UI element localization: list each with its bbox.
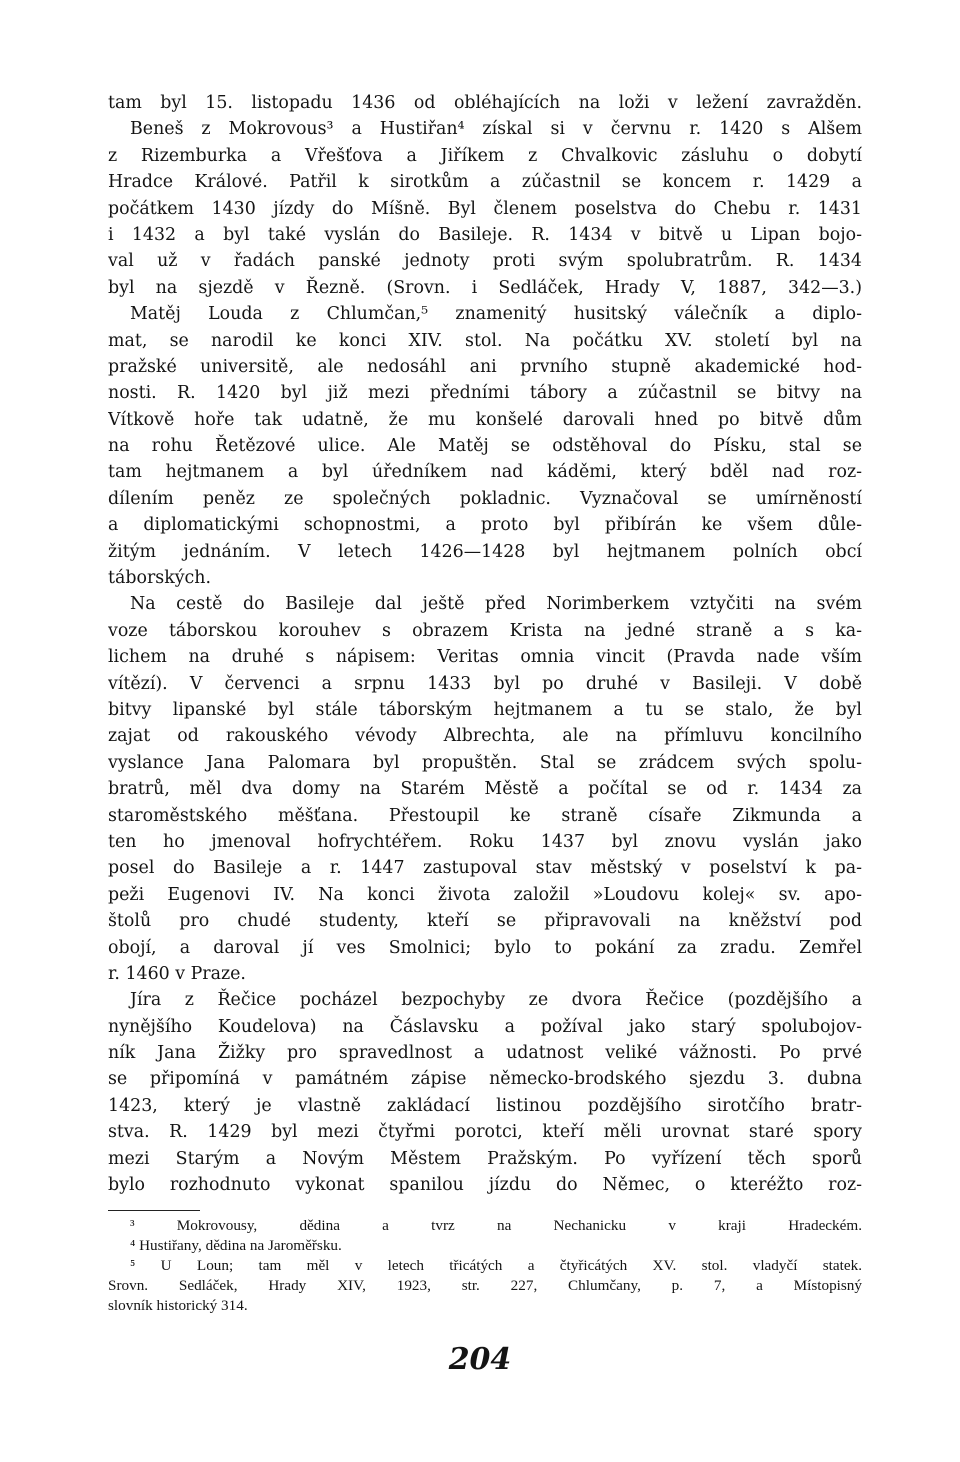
text-line: peži Eugenovi IV. Na konci života založil »Loudovu kolej« sv. apo-: [108, 884, 862, 905]
text-line: i 1432 a byl také vyslán do Basileje. R. 1434 v bitvě u Lipan bojo-: [108, 224, 862, 245]
text-line: bylo rozhodnuto vykonat spanilou jízdu do Němec, o kteréžto roz-: [108, 1175, 862, 1196]
text-line: ník Jana Žižky pro spravedlnost a udatnost veliké vážnosti. Po prvé: [108, 1043, 862, 1064]
text-line: lichem na druhé s nápisem: Veritas omnia vincit (Pravda nade vším: [108, 647, 862, 668]
text-line: Beneš z Mokrovous³ a Hustiřan⁴ získal si v červnu r. 1420 s Alšem: [130, 119, 862, 140]
text-line: tam byl 15. listopadu 1436 od obléhajících na loži v ležení zavražděn.: [108, 93, 862, 113]
footnote: ³ Mokrovousy, dědina a tvrz na Nechanicku v kraji Hradeckém.: [130, 1217, 862, 1234]
text-line: r. 1460 v Praze.: [108, 963, 246, 984]
text-line: ten ho jmenoval hofrychtéřem. Roku 1437 byl znovu vyslán jako: [108, 831, 862, 852]
text-line: pražské universitě, ale nedosáhl ani prvního stupně akademické hod-: [108, 356, 862, 377]
text-line: zajat od rakouského vévody Albrechta, ale na přímluvu koncilního: [108, 726, 862, 747]
footnote-divider: [108, 1210, 200, 1211]
text-line: a diplomatickými schopnostmi, a proto byl přibírán ke všem důle-: [108, 515, 862, 536]
footnote: ⁴ Hustiřany, dědina na Jaroměřsku.: [130, 1237, 342, 1254]
text-line: posel do Basileje a r. 1447 zastupoval stav městský v poselství k pa-: [108, 858, 862, 879]
text-line: mat, se narodil ke konci XIV. stol. Na počátku XV. století byl na: [108, 330, 862, 351]
text-line: počátkem 1430 jízdy do Míšně. Byl členem poselstva do Chebu r. 1431: [108, 198, 862, 219]
text-line: mezi Starým a Novým Městem Pražským. Po vyřízení těch sporů: [108, 1148, 862, 1169]
text-line: táborských.: [108, 568, 212, 589]
text-line: Jíra z Řečice pocházel bezpochyby ze dvora Řečice (pozdějšího a: [130, 990, 862, 1011]
text-line: dílením peněz ze společných pokladnic. Vyznačoval se umírněností: [108, 488, 862, 509]
text-line: Na cestě do Basileje dal ještě před Norimberkem vztyčiti na svém: [130, 594, 862, 615]
footnote: Srovn. Sedláček, Hrady XIV, 1923, str. 227, Chlumčany, p. 7, a Místopisný: [108, 1277, 862, 1294]
footnote: slovník historický 314.: [108, 1297, 248, 1314]
text-line: obojí, a daroval jí ves Smolnici; bylo to pokání za zradu. Zemřel: [108, 937, 862, 958]
text-line: vyslance Jana Palomara byl propuštěn. Stal se zrádcem svých spolu-: [108, 752, 862, 773]
text-line: tam hejtmanem a byl úředníkem nad káděmi, který bděl nad roz-: [108, 462, 862, 483]
text-line: z Rizemburka a Vřešťova a Jiříkem z Chvalkovic zásluhu o dobytí: [108, 145, 862, 166]
text-line: byl na sjezdě v Řezně. (Srovn. i Sedláček, Hrady V, 1887, 342—3.): [108, 277, 862, 298]
text-line: nynějšího Koudelova) na Čáslavsku a požíval jako starý spolubojov-: [108, 1016, 862, 1037]
footnotes: [108, 1216, 862, 1316]
text-line: Hradce Králové. Patřil k sirotkům a zúčastnil se koncem r. 1429 a: [108, 172, 862, 193]
text-line: Vítkově hoře tak udatně, že mu konšelé darovali hned po bitvě dům: [108, 409, 862, 430]
text-line: 1423, který je vlastně zakládací listinou pozdějšího sirotčího bratr-: [108, 1095, 862, 1116]
text-line: voze táborskou korouhev s obrazem Krista na jedné straně a s ka-: [108, 620, 862, 641]
text-line: bratrů, měl dva domy na Starém Městě a počítal se od r. 1434 za: [108, 779, 862, 800]
text-line: se připomíná v památném zápise německo-brodského sjezdu 3. dubna: [108, 1069, 862, 1090]
text-line: bitvy lipanské byl stále táborským hejtmanem a tu se stalo, že byl: [108, 699, 862, 720]
text-line: na rohu Řetězové ulice. Ale Matěj se odstěhoval do Písku, stal se: [108, 436, 862, 457]
body-text: [108, 90, 862, 1198]
text-line: staroměstského měšťana. Přestoupil ke straně císaře Zikmunda a: [108, 805, 862, 826]
text-line: Matěj Louda z Chlumčan,⁵ znamenitý husitský válečník a diplo-: [130, 304, 862, 325]
text-line: val už v řadách panské jednoty proti svým spolubratrům. R. 1434: [108, 251, 862, 272]
text-line: štolů pro chudé studenty, kteří se připravovali na kněžství pod: [108, 911, 862, 932]
text-line: žitým jednáním. V letech 1426—1428 byl hejtmanem polních obcí: [108, 541, 862, 562]
footnote: ⁵ U Loun; tam měl v letech třicátých a čtyřicátých XV. stol. vladyčí statek.: [130, 1257, 862, 1274]
text-line: vítězí). V červenci a srpnu 1433 byl po druhé v Basileji. V době: [108, 673, 862, 694]
text-line: stva. R. 1429 byl mezi čtyřmi porotci, kteří měli urovnat staré spory: [108, 1122, 862, 1143]
page-number: 204: [448, 1342, 512, 1377]
text-line: nosti. R. 1420 byl již mezi předními tábory a zúčastnil se bitvy na: [108, 383, 862, 404]
